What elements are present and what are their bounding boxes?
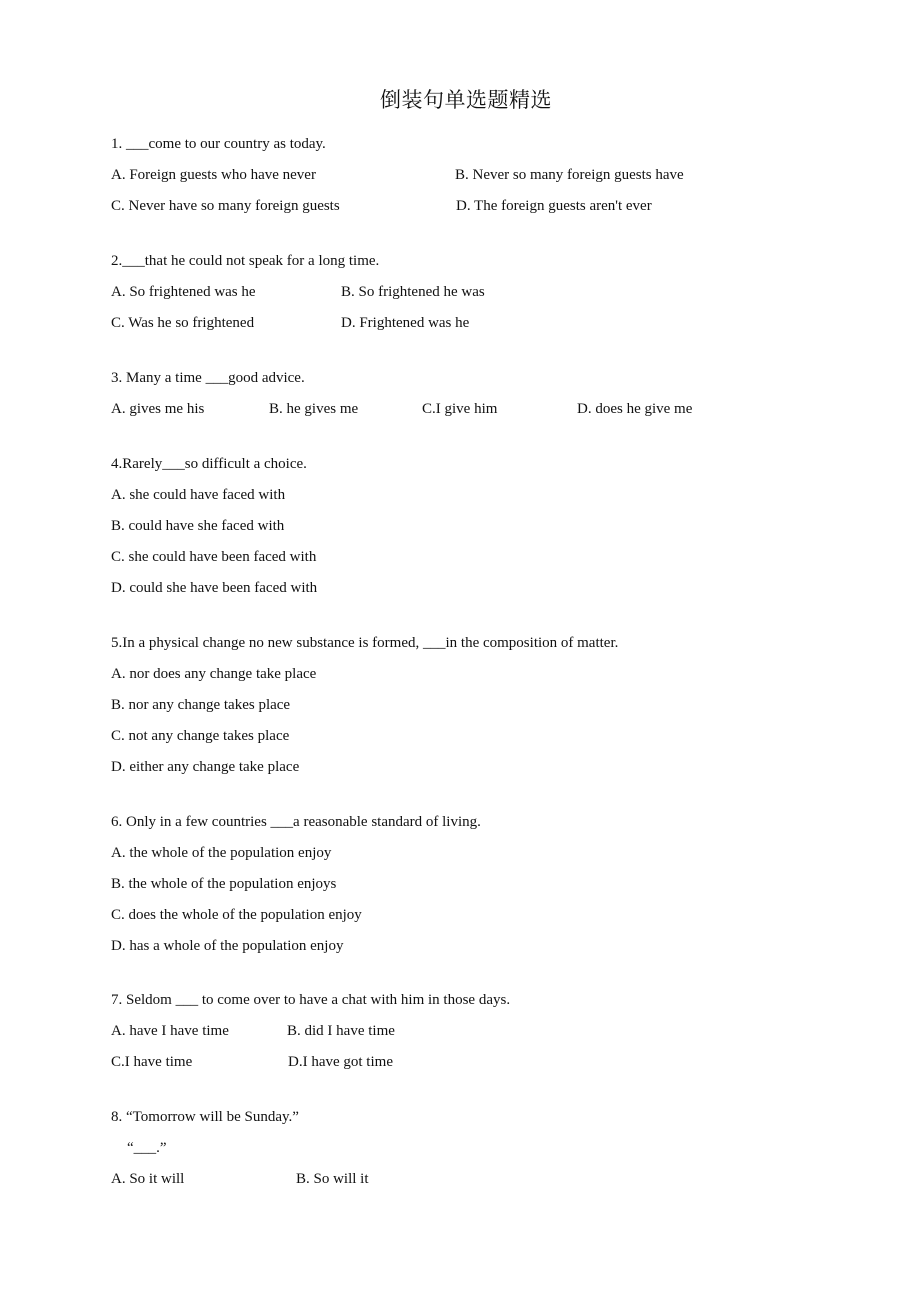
question-4-option-b: B. could have she faced with [111,518,285,534]
question-5-option-c: C. not any change takes place [111,728,290,744]
question-6-option-d: D. has a whole of the population enjoy [111,938,344,954]
question-4-option-d: D. could she have been faced with [111,580,318,596]
question-7-option-b: B. did I have time [287,1023,395,1039]
question-1-option-a: A. Foreign guests who have never [111,167,316,183]
question-7-option-d: D.I have got time [288,1054,393,1070]
question-1-option-d: D. The foreign guests aren't ever [456,198,652,214]
question-6-stem: 6. Only in a few countries ___a reasonable standard of living. [111,814,481,830]
question-2-option-b: B. So frightened he was [341,284,485,300]
question-5-option-a: A. nor does any change take place [111,666,317,682]
question-1-option-c: C. Never have so many foreign guests [111,198,340,214]
question-2-option-a: A. So frightened was he [111,284,256,300]
question-2-stem: 2.___that he could not speak for a long time. [111,253,380,269]
question-2-option-c: C. Was he so frightened [111,315,255,331]
question-6-option-c: C. does the whole of the population enjoy [111,907,362,923]
question-6-option-b: B. the whole of the population enjoys [111,876,337,892]
page-title: 倒装句单选题精选 [380,88,552,112]
question-5-stem: 5.In a physical change no new substance is formed, ___in the composition of matter. [111,635,619,651]
question-8-stem: 8. “Tomorrow will be Sunday.” [111,1109,299,1125]
question-7-stem: 7. Seldom ___ to come over to have a chat with him in those days. [111,992,511,1008]
question-3-option-a: A. gives me his [111,401,205,417]
question-8-option-a: A. So it will [111,1171,185,1187]
question-7-option-a: A. have I have time [111,1023,229,1039]
question-1-option-b: B. Never so many foreign guests have [455,167,684,183]
question-3-option-b: B. he gives me [269,401,359,417]
question-2-option-d: D. Frightened was he [341,315,470,331]
question-5-option-d: D. either any change take place [111,759,300,775]
question-8-reply: “___.” [127,1140,167,1156]
question-6-option-a: A. the whole of the population enjoy [111,845,332,861]
question-7-option-c: C.I have time [111,1054,193,1070]
question-5-option-b: B. nor any change takes place [111,697,291,713]
question-4-option-c: C. she could have been faced with [111,549,317,565]
question-8-option-b: B. So will it [296,1171,369,1187]
question-4-option-a: A. she could have faced with [111,487,286,503]
question-3-option-c: C.I give him [422,401,498,417]
question-1-stem: 1. ___come to our country as today. [111,136,326,152]
question-4-stem: 4.Rarely___so difficult a choice. [111,456,307,472]
question-3-option-d: D. does he give me [577,401,693,417]
question-3-stem: 3. Many a time ___good advice. [111,370,305,386]
